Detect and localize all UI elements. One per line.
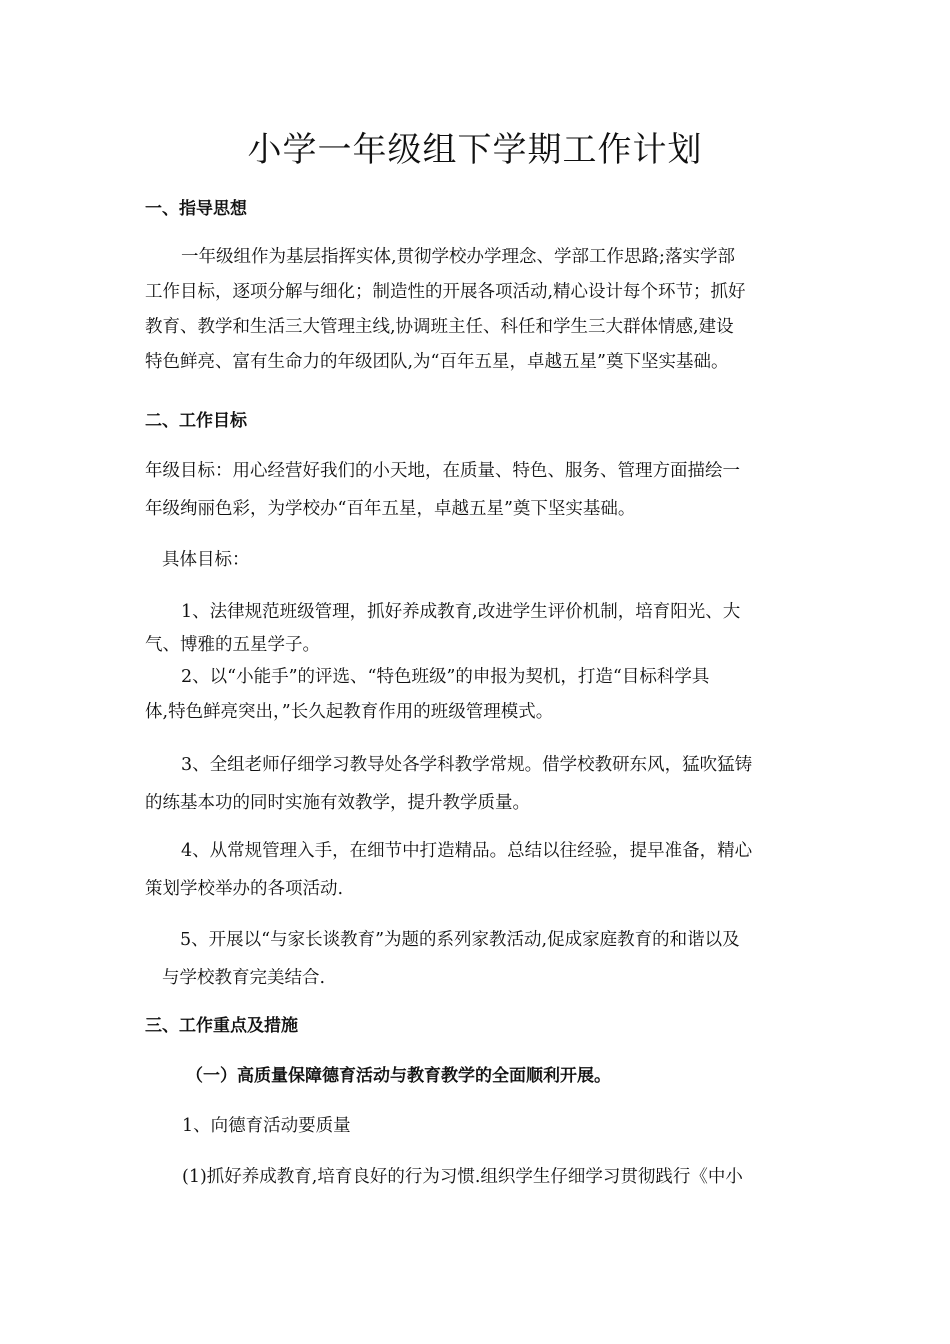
paragraph-line: 年级绚丽色彩，为学校办“百年五星，卓越五星”奠下坚实基础。 <box>145 499 636 519</box>
goal-item-2 <box>145 660 809 730</box>
paragraph-line: 教育、教学和生活三大管理主线,协调班主任、科任和学生三大群体情感,建设 <box>145 317 734 337</box>
guiding-thought-paragraph <box>145 240 809 380</box>
item-moral-education: 1、向德育活动要质量 <box>182 1116 351 1136</box>
goal-item-3 <box>145 746 809 822</box>
subsection-heading: （一）高质量保障德育活动与教育教学的全面顺利开展。 <box>186 1066 611 1086</box>
goal-line: 体,特色鲜亮突出，”长久起教育作用的班级管理模式。 <box>145 702 554 722</box>
goal-line: 3、全组老师仔细学习教导处各学科教学常规。借学校教研东风，猛吹猛铸 <box>181 755 753 775</box>
goal-line: 策划学校举办的各项活动. <box>145 879 344 899</box>
goal-item-4 <box>145 832 809 908</box>
specific-goals-label: 具体目标： <box>162 550 250 570</box>
goal-line: 2、以“小能手”的评选、“特色班级”的申报为契机，打造“目标科学具 <box>181 667 710 687</box>
goal-item-5 <box>162 921 812 997</box>
document-title: 小学一年级组下学期工作计划 <box>247 130 703 170</box>
paragraph-line: 工作目标，逐项分解与细化；制造性的开展各项活动,精心设计每个环节；抓好 <box>145 282 746 302</box>
section-heading-work-goals: 二、工作目标 <box>145 411 247 431</box>
section-heading-guiding-thought: 一、指导思想 <box>145 199 247 219</box>
paragraph-line: 特色鲜亮、富有生命力的年级团队,为“百年五星，卓越五星”奠下坚实基础。 <box>145 352 729 372</box>
paragraph-line: 年级目标：用心经营好我们的小天地，在质量、特色、服务、管理方面描绘一 <box>145 461 740 481</box>
goal-line: 气、博雅的五星学子。 <box>145 635 320 655</box>
paragraph-line: 一年级组作为基层指挥实体,贯彻学校办学理念、学部工作思路;落实学部 <box>181 247 735 267</box>
goal-line: 5、开展以“与家长谈教育”为题的系列家教活动,促成家庭教育的和谐以及 <box>180 930 740 950</box>
goal-line: 4、从常规管理入手，在细节中打造精品。总结以往经验，提早准备，精心 <box>181 841 753 861</box>
goal-line: 与学校教育完美结合. <box>162 968 326 988</box>
goal-line: 1、法律规范班级管理，抓好养成教育,改进学生评价机制，培育阳光、大 <box>181 602 741 622</box>
goal-line: 的练基本功的同时实施有效教学，提升教学质量。 <box>145 793 530 813</box>
goal-item-1 <box>145 596 809 662</box>
item-habit-formation: (1)抓好养成教育,培育良好的行为习惯.组织学生仔细学习贯彻践行《中小 <box>182 1167 743 1187</box>
grade-goal-paragraph <box>145 452 809 528</box>
section-heading-key-work: 三、工作重点及措施 <box>145 1016 298 1036</box>
